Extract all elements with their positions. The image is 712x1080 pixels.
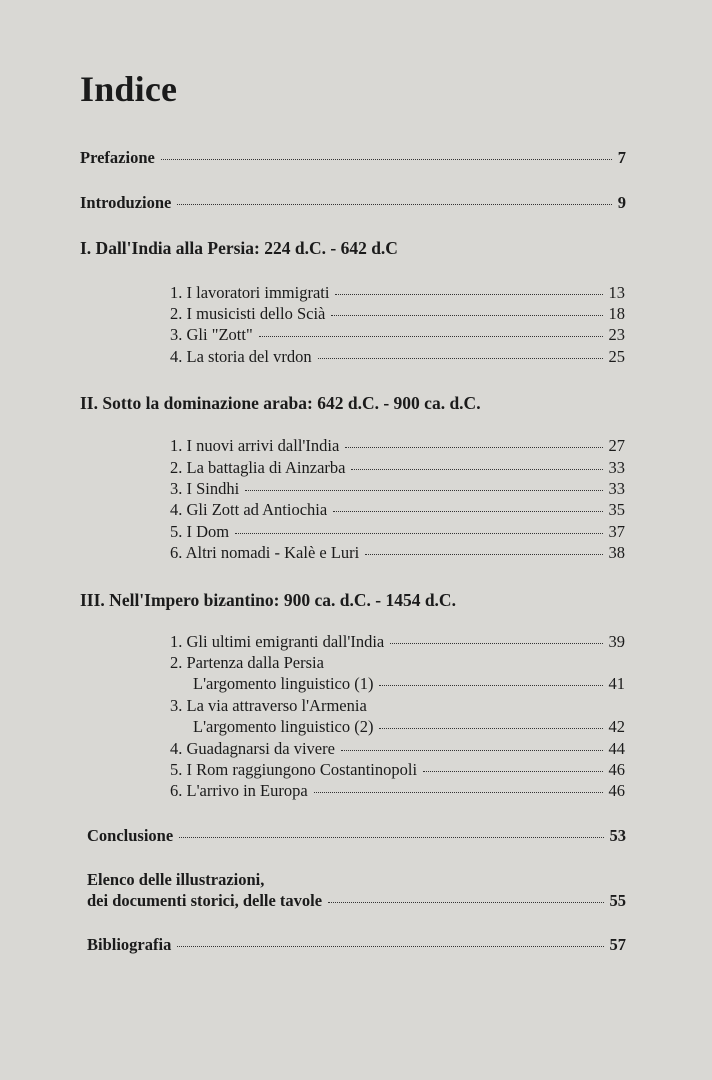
toc-entry: [193, 674, 625, 694]
toc-entry-label: 3. I Sindhi: [170, 479, 240, 498]
toc-entry-label: 5. I Rom raggiungono Costantinopoli: [170, 760, 418, 779]
toc-entry-label: Prefazione: [80, 148, 155, 167]
leader-dots: [259, 336, 603, 337]
leader-dots: [245, 490, 602, 491]
toc-entry-label: 2. I musicisti dello Scià: [170, 304, 326, 323]
toc-entry: [170, 283, 625, 303]
toc-entry: [170, 739, 625, 759]
toc-entry: [193, 717, 625, 737]
toc-entry-page: 13: [608, 283, 625, 302]
leader-dots: [161, 159, 612, 160]
toc-entry-label: 3. Gli "Zott": [170, 325, 253, 344]
toc-entry-page: 7: [617, 148, 626, 167]
toc-entry-label: 6. L'arrivo in Europa: [170, 781, 308, 800]
toc-entry-label: dei documenti storici, delle tavole: [87, 891, 323, 910]
toc-entry-label: Introduzione: [80, 193, 172, 212]
toc-entry: [170, 632, 625, 652]
toc-entry-label: Bibliografia: [87, 935, 172, 954]
toc-entry-label: 1. I nuovi arrivi dall'India: [170, 436, 340, 455]
chapter-heading-3: III. Nell'Impero bizantino: 900 ca. d.C. - 1454 d.C.: [80, 590, 456, 610]
toc-entry-label: Elenco delle illustrazioni,: [87, 870, 265, 889]
toc-entry-label: 4. La storia del vrdon: [170, 347, 312, 366]
toc-entry-page: 42: [608, 717, 625, 736]
toc-entry-page: 27: [608, 436, 625, 455]
toc-entry-page: 25: [608, 347, 625, 366]
toc-entry-illustrazioni: [87, 891, 626, 911]
toc-entry-label: 3. La via attraverso l'Armenia: [170, 696, 367, 715]
page-title: Indice: [80, 69, 178, 109]
toc-entry-prefazione: [80, 148, 626, 168]
leader-dots: [328, 902, 603, 903]
toc-entry-label: 5. I Dom: [170, 522, 230, 541]
toc-entry: [170, 543, 625, 563]
toc-entry-page: 55: [609, 891, 626, 910]
leader-dots: [235, 533, 602, 534]
leader-dots: [345, 447, 602, 448]
leader-dots: [331, 315, 602, 316]
toc-entry-page: 37: [608, 522, 625, 541]
toc-entry-page: 44: [608, 739, 625, 758]
toc-entry-label: 4. Guadagnarsi da vivere: [170, 739, 335, 758]
leader-dots: [341, 750, 603, 751]
toc-entry: [170, 458, 625, 478]
toc-entry: [170, 325, 625, 345]
leader-dots: [335, 294, 602, 295]
chapter-heading-2: II. Sotto la dominazione araba: 642 d.C. - 900 ca. d.C.: [80, 393, 481, 413]
toc-entry-label: 2. Partenza dalla Persia: [170, 653, 324, 672]
leader-dots: [179, 837, 603, 838]
leader-dots: [318, 358, 603, 359]
toc-entry-introduzione: [80, 193, 626, 213]
toc-entry: [170, 760, 625, 780]
toc-entry-page: 35: [608, 500, 625, 519]
toc-entry-label: Conclusione: [87, 826, 174, 845]
toc-entry-page: 57: [609, 935, 626, 954]
leader-dots: [379, 685, 602, 686]
toc-entry-label: L'argomento linguistico (1): [193, 674, 374, 693]
toc-entry-page: 53: [609, 826, 626, 845]
leader-dots: [423, 771, 602, 772]
toc-entry-label: 1. I lavoratori immigrati: [170, 283, 330, 302]
toc-entry: [170, 347, 625, 367]
toc-entry: [170, 436, 625, 456]
toc-entry-page: 41: [608, 674, 625, 693]
leader-dots: [177, 204, 611, 205]
leader-dots: [333, 511, 602, 512]
toc-entry-label: 6. Altri nomadi - Kalè e Luri: [170, 543, 360, 562]
toc-entry-conclusione: [87, 826, 626, 846]
toc-entry-label: L'argomento linguistico (2): [193, 717, 374, 736]
toc-entry: [170, 500, 625, 520]
toc-entry-page: 46: [608, 760, 625, 779]
leader-dots: [351, 469, 602, 470]
toc-entry-page: 39: [608, 632, 625, 651]
toc-entry: [170, 479, 625, 499]
leader-dots: [365, 554, 602, 555]
toc-entry-label: 2. La battaglia di Ainzarba: [170, 458, 346, 477]
leader-dots: [379, 728, 602, 729]
toc-entry-page: 33: [608, 479, 625, 498]
toc-entry-page: 33: [608, 458, 625, 477]
toc-entry-label: 1. Gli ultimi emigranti dall'India: [170, 632, 385, 651]
toc-entry-label: 4. Gli Zott ad Antiochia: [170, 500, 328, 519]
leader-dots: [177, 946, 603, 947]
toc-entry-page: 46: [608, 781, 625, 800]
toc-entry-page: 38: [608, 543, 625, 562]
leader-dots: [314, 792, 603, 793]
toc-entry-page: 9: [617, 193, 626, 212]
toc-entry: [170, 522, 625, 542]
toc-entry-page: 18: [608, 304, 625, 323]
chapter-heading-1: I. Dall'India alla Persia: 224 d.C. - 642 d.C: [80, 238, 398, 258]
toc-entry-page: 23: [608, 325, 625, 344]
toc-entry: [170, 781, 625, 801]
toc-entry-bibliografia: [87, 935, 626, 955]
toc-entry: [170, 304, 625, 324]
leader-dots: [390, 643, 602, 644]
